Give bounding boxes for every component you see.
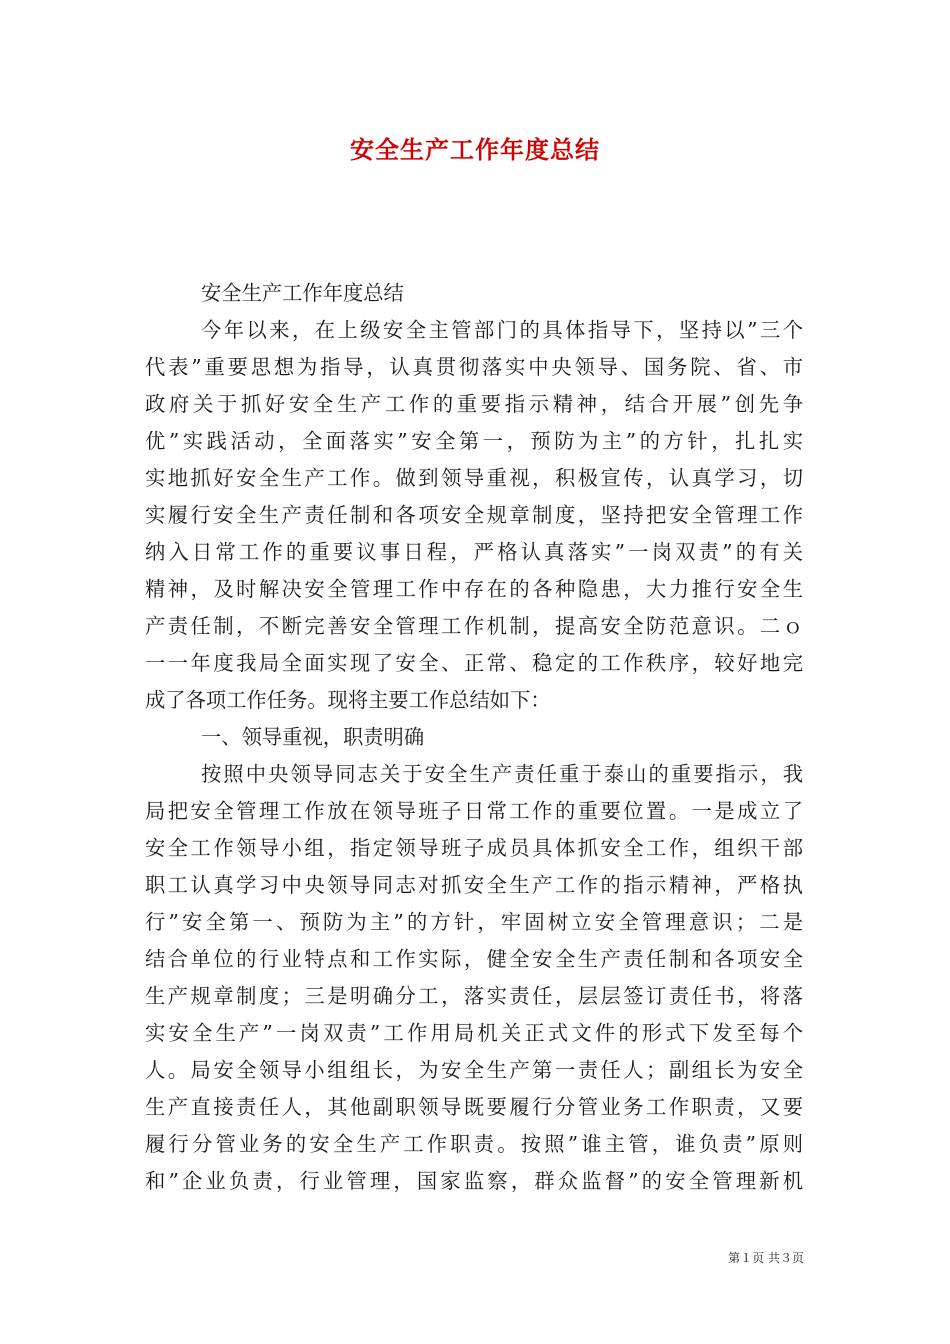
body-text-line: 代表”重要思想为指导，认真贯彻落实中央领导、国务院、省、市 — [145, 355, 803, 379]
body-text-line: 实安全生产”一岗双责”工作用局机关正式文件的形式下发至每个 — [145, 1021, 803, 1045]
body-text-line: 今年以来，在上级安全主管部门的具体指导下，坚持以”三个 — [201, 318, 803, 342]
body-text-line: 政府关于抓好安全生产工作的重要指示精神，结合开展”创先争 — [145, 392, 803, 416]
body-text-line: 生产直接责任人，其他副职领导既要履行分管业务工作职责，又要 — [145, 1095, 803, 1119]
body-text-line: 实地抓好安全生产工作。做到领导重视，积极宣传，认真学习，切 — [145, 466, 803, 490]
body-text-line: 职工认真学习中央领导同志对抓安全生产工作的指示精神，严格执 — [145, 873, 803, 897]
body-text-line: 行”安全第一、预防为主”的方针，牢固树立安全管理意识；二是 — [145, 910, 803, 934]
body-text-line: 按照中央领导同志关于安全生产责任重于泰山的重要指示，我 — [201, 762, 803, 786]
body-text-line: 安全工作领导小组，指定领导班子成员具体抓安全工作，组织干部 — [145, 836, 803, 860]
body-text-line: 优”实践活动，全面落实”安全第一，预防为主”的方针，扎扎实 — [145, 429, 803, 453]
body-text-line: 一、领导重视，职责明确 — [201, 725, 425, 749]
body-text-line: 实履行安全生产责任制和各项安全规章制度，坚持把安全管理工作 — [145, 503, 803, 527]
body-text-line: 人。局安全领导小组组长，为安全生产第一责任人；副组长为安全 — [145, 1058, 803, 1082]
body-text-line: 成了各项工作任务。现将主要工作总结如下： — [145, 688, 551, 712]
document-body — [145, 275, 803, 1200]
body-text-line: 结合单位的行业特点和工作实际，健全安全生产责任制和各项安全 — [145, 947, 803, 971]
page-number: 第１页 共３页 — [728, 1251, 804, 1265]
body-text-line: 纳入日常工作的重要议事日程，严格认真落实”一岗双责”的有关 — [145, 540, 803, 564]
body-text-line: 产责任制，不断完善安全管理工作机制，提高安全防范意识。二ｏ — [145, 614, 803, 638]
document-title: 安全生产工作年度总结 — [350, 135, 600, 164]
body-text-line: 安全生产工作年度总结 — [201, 281, 404, 305]
body-text-line: 一一年度我局全面实现了安全、正常、稳定的工作秩序，较好地完 — [145, 651, 803, 675]
body-text-line: 精神，及时解决安全管理工作中存在的各种隐患，大力推行安全生 — [145, 577, 803, 601]
body-text-line: 履行分管业务的安全生产工作职责。按照”谁主管，谁负责”原则 — [145, 1132, 803, 1156]
body-text-line: 和”企业负责，行业管理，国家监察，群众监督”的安全管理新机 — [145, 1169, 803, 1193]
body-text-line: 生产规章制度；三是明确分工，落实责任，层层签订责任书，将落 — [145, 984, 803, 1008]
body-text-line: 局把安全管理工作放在领导班子日常工作的重要位置。一是成立了 — [145, 799, 803, 823]
